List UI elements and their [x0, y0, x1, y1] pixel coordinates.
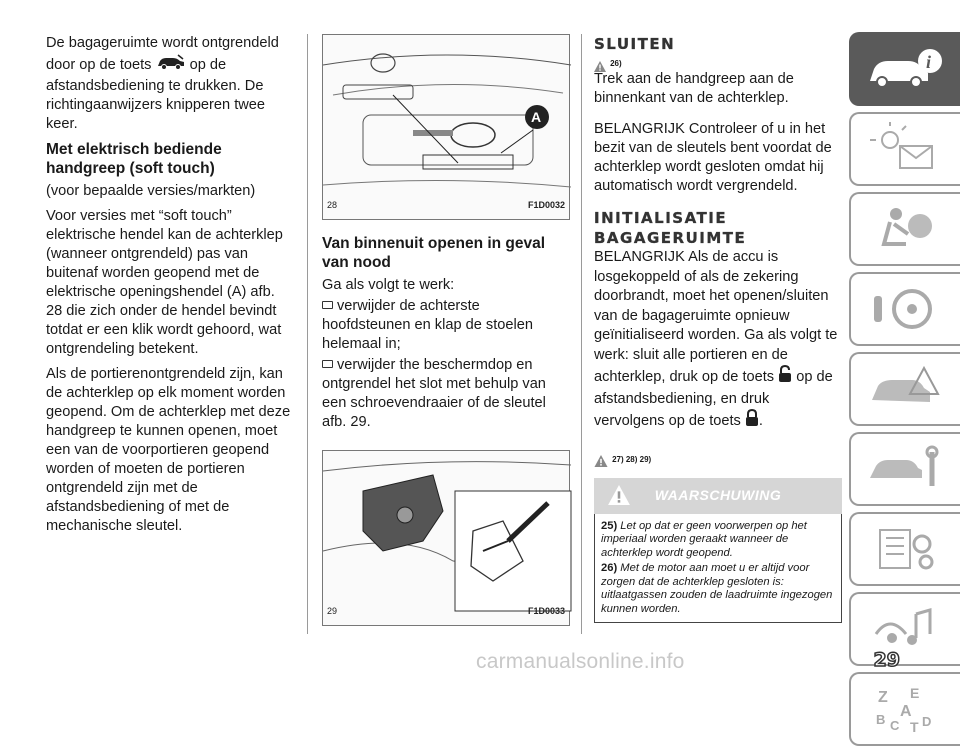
- multimedia-icon: [866, 604, 946, 654]
- tab-index[interactable]: [849, 672, 960, 746]
- heading-init-1: INITIALISATIE: [594, 209, 728, 227]
- column-divider: [307, 34, 308, 634]
- heading-init-2: BAGAGERUIMTE: [594, 229, 747, 247]
- lock-illustration: [323, 451, 571, 627]
- warning-item: 26) Met de motor aan moet u er altijd voor zorgen dat de achterklep gesloten is: uitlaatgassen zouden de laadruimte ingezogen kunnen worden.: [601, 562, 833, 615]
- svg-text:Z: Z: [877, 689, 888, 706]
- svg-text:A: A: [899, 703, 912, 720]
- svg-text:B: B: [875, 712, 885, 727]
- spec-sheet-gear-icon: [866, 524, 946, 574]
- bullet-icon: [322, 301, 333, 309]
- svg-text:C: C: [889, 718, 899, 733]
- lock-icon: [745, 409, 759, 434]
- tab-safety[interactable]: [849, 192, 960, 266]
- warning-header: [594, 478, 842, 514]
- reference-row: 27) 28) 29): [594, 450, 842, 464]
- paragraph-doors: Als de portierenontgrendeld zijn, kan de achterklep op elk moment worden geopend. Om de achterklep met deze handgreep te kunnen openen, moet een van de voorportieren geopend worden of moeten de portieren ontgrendeld zijn met de afstandsbediening of met de mechanische sleutel.: [46, 366, 291, 534]
- figure-code: F1D0033: [527, 606, 565, 616]
- paragraph-steps: Ga als volgt te werk:: [322, 277, 455, 293]
- paragraph-versions: (voor bepaalde versies/markten): [46, 183, 256, 199]
- tab-car-info[interactable]: [849, 32, 960, 106]
- heading-emergency: Van binnenuit openen in geval van nood: [322, 235, 546, 271]
- svg-text:i: i: [925, 52, 931, 72]
- paragraph-soft-touch: Voor versies met “soft touch” elektrische hendel kan de achterklep (wanneer ontgrendeld) pas van buitenaf worden geopend met de elektrische openingshendel (A) afb. 28 die zich onder de hendel bevindt totdat er een klik wordt gehoord, wat ontgrendeling betekent.: [46, 208, 283, 357]
- bullet-item: verwijder the beschermdop en ontgrendel het slot met behulp van een schroevendraaier of de sleutel afb. 29.: [322, 357, 546, 430]
- svg-text:E: E: [909, 685, 919, 701]
- column-1: [46, 34, 294, 542]
- figure-code: F1D0032: [527, 200, 565, 210]
- trunk-car-icon: [156, 53, 186, 77]
- tab-maintenance[interactable]: [849, 432, 960, 506]
- figure-28: [322, 34, 570, 220]
- column-2: [322, 34, 570, 626]
- warning-triangle-icon: [594, 454, 608, 473]
- bullet-icon: [322, 360, 333, 368]
- tab-emergency[interactable]: [849, 352, 960, 426]
- bullet-item: verwijder de achterste hoofdsteunen en klap de stoelen helemaal in;: [322, 298, 533, 352]
- paragraph-pull-handle: Trek aan de handgreep aan de binnenkant van de achterklep.: [594, 71, 794, 106]
- unlock-icon: [778, 365, 792, 390]
- watermark: carmanualsonline.info: [476, 650, 685, 673]
- figure-number: 29: [327, 606, 338, 616]
- svg-text:T: T: [909, 719, 919, 735]
- warning-lights-icon: [866, 124, 946, 174]
- reference-row: 26): [594, 54, 842, 68]
- figure-number: 28: [327, 200, 338, 210]
- tab-starting-driving[interactable]: [849, 272, 960, 346]
- car-wrench-icon: [866, 444, 946, 494]
- car-info-icon: [866, 47, 946, 91]
- paragraph-initialisation: BELANGRIJK Als de accu is losgekoppeld of als de zekering doorbrandt, moet het openen/sluiten van de bagageruimte opnieuw geïnitialiseerd worden. Ga als volgt te werk: sluit alle portieren en de achterklep, druk op de toets op de afstandsbediening, en druk vervolgens op de toets .: [594, 248, 842, 434]
- heading-sluiten: SLUITEN: [594, 35, 676, 53]
- paragraph-important: BELANGRIJK Controleer of u in het bezit van de sleutels bent voordat de achterklep wordt gesloten omdat hij automatisch wordt vergrendeld.: [594, 121, 832, 194]
- tab-technical-data[interactable]: [849, 512, 960, 586]
- warning-box: [594, 514, 842, 624]
- column-3: [594, 34, 842, 623]
- airbag-seat-icon: [866, 204, 946, 254]
- warning-title: WAARSCHUWING: [654, 487, 782, 503]
- steering-wheel-icon: [866, 284, 946, 334]
- tailgate-illustration: [323, 35, 571, 221]
- column-divider: [581, 34, 582, 634]
- warning-item: 25) Let op dat er geen voorwerpen op het imperiaal worden geraakt wanneer de achterklep wordt geopend.: [601, 519, 807, 559]
- alphabet-index-icon: [866, 684, 946, 734]
- tab-multimedia[interactable]: [849, 592, 960, 666]
- label-a: A: [531, 109, 542, 125]
- figure-29: [322, 450, 570, 626]
- page-number: 29: [873, 649, 900, 671]
- warning-triangle-icon: [608, 485, 630, 511]
- breakdown-car-icon: [866, 364, 946, 414]
- tab-dashboard-lights[interactable]: [849, 112, 960, 186]
- heading-soft-touch: Met elektrisch bediende handgreep (soft touch): [46, 141, 222, 177]
- svg-text:D: D: [921, 714, 931, 729]
- paragraph-unlock: De bagageruimte wordt ontgrendeld door op de toets op de afstandsbediening te drukken. De richtingaanwijzers knipperen twee keer.: [46, 35, 279, 132]
